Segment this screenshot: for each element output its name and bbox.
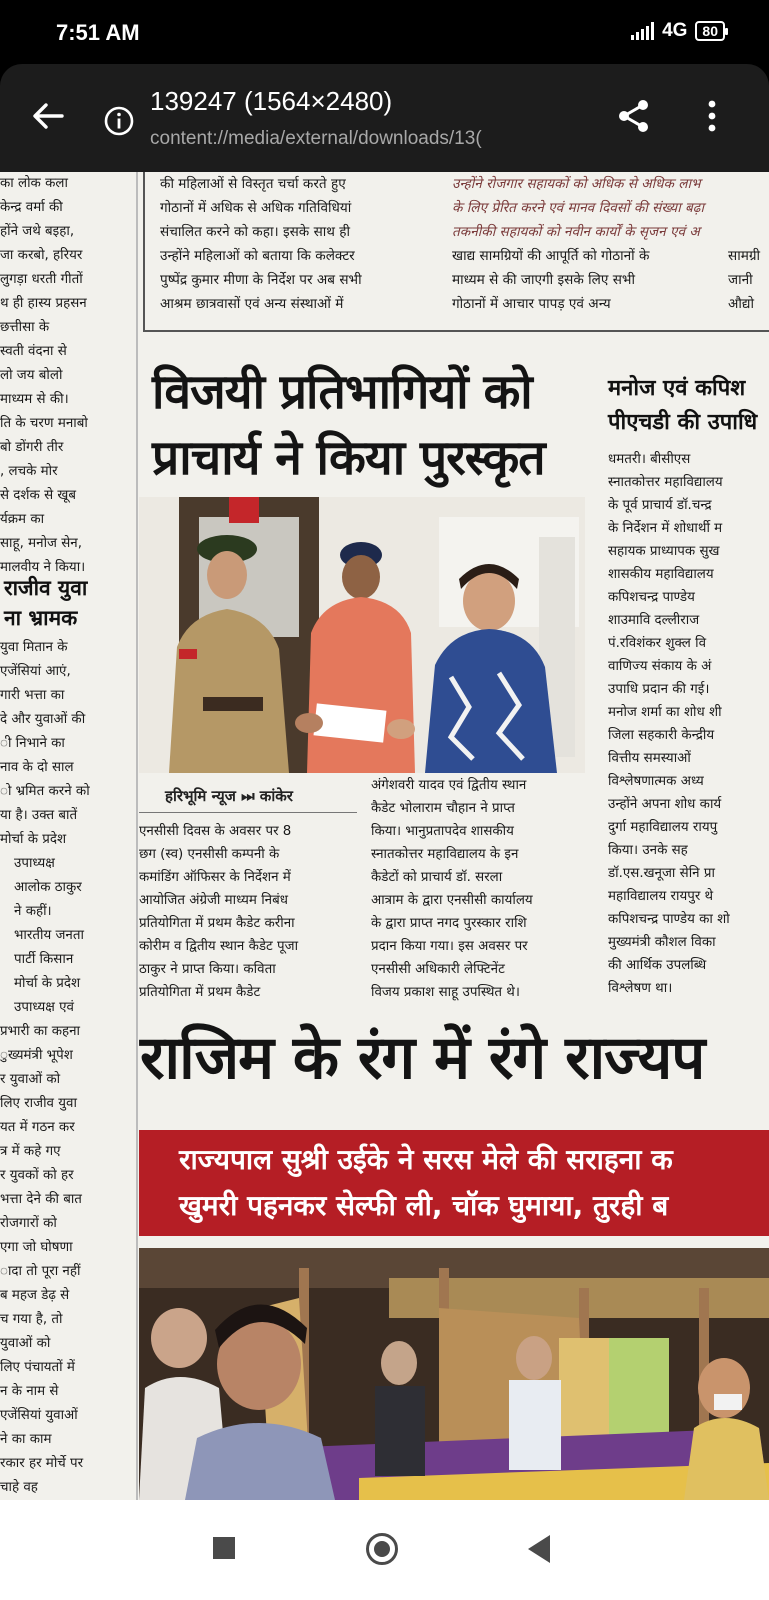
text-line: डॉ.एस.खनूजा सेनि प्रा bbox=[608, 866, 715, 881]
text-line: ो भ्रमित करने को bbox=[0, 784, 90, 799]
text-line: स्नातकोत्तर महाविद्यालय के इन bbox=[371, 847, 519, 862]
text-line: थ ही हास्य प्रहसन bbox=[0, 296, 87, 311]
home-icon[interactable] bbox=[366, 1533, 398, 1565]
top-article-col1 bbox=[160, 172, 438, 316]
text-line: आत्राम के द्वारा एनसीसी कार्यालय bbox=[371, 893, 533, 908]
text-line: कैडेटों को प्राचार्य डॉ. सरला bbox=[371, 870, 503, 885]
recents-icon[interactable] bbox=[213, 1537, 235, 1559]
text-line: कमांडिंग ऑफिसर के निर्देशन में bbox=[139, 870, 291, 885]
text-line: औद्यो bbox=[728, 296, 754, 312]
text-line: लुगड़ा धरती गीतों bbox=[0, 272, 83, 287]
text-line: से दर्शक से खूब bbox=[0, 488, 76, 503]
status-bar bbox=[0, 0, 769, 64]
text-line: र्यक्रम का bbox=[0, 512, 45, 527]
banner-line: राज्यपाल सुश्री उईके ने सरस मेले की सराहना क bbox=[179, 1143, 673, 1176]
text-line: कोरीम व द्वितीय स्थान कैडेट पूजा bbox=[139, 939, 299, 954]
text-line: साहू, मनोज सेन, bbox=[0, 536, 82, 551]
text-line: कपिशचन्द्र पाण्डेय bbox=[608, 590, 695, 605]
network-type: 4G bbox=[662, 20, 688, 41]
text-line: चाहे वह bbox=[0, 1480, 38, 1495]
article-headline-line: प्राचार्य ने किया पुरस्कृत bbox=[152, 430, 545, 486]
award-photo-illustration bbox=[139, 497, 585, 773]
top-article-col2 bbox=[452, 244, 710, 316]
text-line: युवा मितान के bbox=[0, 640, 68, 655]
text-line: होंने जथे बइहा, bbox=[0, 224, 75, 239]
text-line: वाणिज्य संकाय के अं bbox=[608, 659, 712, 674]
rajim-headline: राजिम के रंग में रंगे राज्यप bbox=[140, 1023, 705, 1093]
text-line: दुर्गा महाविद्यालय रायपु bbox=[608, 820, 718, 835]
text-line: विश्लेषण था। bbox=[608, 981, 673, 996]
text-line: के निर्देशन में शोधार्थी म bbox=[608, 521, 723, 536]
side-article-headline: पीएचडी की उपाधि bbox=[608, 410, 758, 435]
text-line: के पूर्व प्राचार्य डॉ.चन्द्र bbox=[608, 498, 712, 513]
text-line: स्नातकोत्तर महाविद्यालय bbox=[608, 475, 723, 490]
fair-photo-illustration bbox=[139, 1248, 769, 1500]
text-line: छत्तीसा के bbox=[0, 320, 50, 335]
story-column-1 bbox=[139, 820, 357, 1004]
text-line: महाविद्यालय रायपुर थे bbox=[608, 889, 714, 904]
text-line: के द्वारा प्राप्त नगद पुरस्कार राशि bbox=[371, 916, 527, 931]
text-line: उपाध्यक्ष एवं bbox=[14, 1000, 74, 1015]
text-line: सहायक प्राध्यापक सुख bbox=[608, 544, 720, 559]
image-path: content://media/external/downloads/13( bbox=[150, 128, 482, 149]
text-line: भारतीय जनता bbox=[14, 928, 84, 943]
image-viewer[interactable] bbox=[0, 172, 769, 1500]
text-line: का लोक कला bbox=[0, 176, 68, 191]
text-line: ब महज डेढ़ से bbox=[0, 1288, 70, 1303]
text-line: युवाओं को bbox=[0, 1336, 51, 1351]
text-line: मुख्यमंत्री कौशल विका bbox=[608, 935, 716, 950]
text-line: उन्होंने रोजगार सहायकों को अधिक से अधिक लाभ bbox=[452, 176, 701, 192]
text-line: गोठानों में आचार पापड़ एवं अन्य bbox=[452, 296, 611, 312]
text-line: की महिलाओं से विस्तृत चर्चा करते हुए bbox=[160, 176, 346, 192]
text-line: एजेंसियां आएं, bbox=[0, 664, 71, 679]
text-line: यत में गठन कर bbox=[0, 1120, 75, 1135]
text-line: मनोज शर्मा का शोध शी bbox=[608, 705, 722, 720]
text-line: केन्द्र वर्मा की bbox=[0, 200, 63, 215]
text-line: कपिशचन्द्र पाण्डेय का शो bbox=[608, 912, 730, 927]
text-line: की आर्थिक उपलब्धि bbox=[608, 958, 707, 973]
text-line: किया। भानुप्रतापदेव शासकीय bbox=[371, 824, 514, 839]
back-triangle-icon[interactable] bbox=[528, 1535, 550, 1563]
text-line: जा करबो, हरियर bbox=[0, 248, 83, 263]
red-subheadline-banner bbox=[139, 1130, 769, 1236]
text-line: माध्यम से की जाएगी इसके लिए सभी bbox=[452, 272, 635, 288]
more-options-icon[interactable] bbox=[700, 96, 724, 136]
text-line: एगा जो घोषणा bbox=[0, 1240, 73, 1255]
signal-icon bbox=[631, 22, 654, 40]
text-line: प्रतियोगिता में प्रथम कैडेट करीना bbox=[139, 916, 295, 931]
text-line: लो जय बोलो bbox=[0, 368, 63, 383]
text-line: उन्होंने महिलाओं को बताया कि कलेक्टर bbox=[160, 248, 355, 264]
text-line: उपाध्यक्ष bbox=[14, 856, 55, 871]
text-line: मोर्चा के प्रदेश bbox=[0, 832, 67, 847]
image-title: 139247 (1564×2480) bbox=[150, 86, 393, 116]
text-line: ी निभाने का bbox=[0, 736, 65, 751]
text-line: एनसीसी अधिकारी लेफ्टिनेंट bbox=[371, 962, 505, 977]
text-line: विजय प्रकाश साहू उपस्थित थे। bbox=[371, 985, 520, 1000]
article-headline-line: विजयी प्रतिभागियों को bbox=[152, 364, 532, 420]
text-line: जानी bbox=[728, 272, 753, 288]
text-line: नाव के दो साल bbox=[0, 760, 74, 775]
text-line: मालवीय ने किया। bbox=[0, 560, 86, 575]
fair-visit-photo bbox=[139, 1248, 769, 1500]
text-line: अंगेशवरी यादव एवं द्वितीय स्थान bbox=[371, 778, 527, 793]
text-line: न के नाम से bbox=[0, 1384, 59, 1399]
text-line: लिए पंचायतों में bbox=[0, 1360, 75, 1375]
text-line: उपाधि प्रदान की गई। bbox=[608, 682, 710, 697]
text-line: , लचके मोर bbox=[0, 464, 58, 479]
byline-divider bbox=[139, 812, 357, 813]
text-line: धमतरी। बीसीएस bbox=[608, 452, 691, 467]
status-time: 7:51 AM bbox=[56, 20, 140, 45]
share-icon[interactable] bbox=[614, 96, 654, 136]
text-line: ति के चरण मनाबो bbox=[0, 416, 88, 431]
top-article-col3 bbox=[728, 244, 769, 316]
text-line: आलोक ठाकुर bbox=[14, 880, 82, 895]
side-article-headline: मनोज एवं कपिश bbox=[608, 376, 746, 401]
text-line: जिला सहकारी केन्द्रीय bbox=[608, 728, 715, 743]
text-line: तकनीकी सहायकों को नवीन कार्यों के सृजन एवं अ bbox=[452, 224, 700, 240]
text-line: प्रदान किया गया। इस अवसर पर bbox=[371, 939, 528, 954]
text-line: र युवाओं को bbox=[0, 1072, 61, 1087]
text-line: ादा तो पूरा नहीं bbox=[0, 1264, 81, 1279]
text-line: एजेंसियां युवाओं bbox=[0, 1408, 78, 1423]
text-line: आयोजित अंग्रेजी माध्यम निबंध bbox=[139, 893, 288, 908]
text-line: लिए राजीव युवा bbox=[0, 1096, 77, 1111]
text-line: प्रभारी का कहना bbox=[0, 1024, 81, 1039]
text-line: वित्तीय समस्याओं bbox=[608, 751, 691, 766]
text-line: गारी भत्ता का bbox=[0, 688, 65, 703]
left-news-indent bbox=[14, 852, 136, 1020]
left-news-column-bottom bbox=[0, 1020, 136, 1500]
text-line: पार्टी किसान bbox=[14, 952, 74, 967]
text-line: छग (स्व) एनसीसी कम्पनी के bbox=[139, 847, 280, 862]
text-line: ुख्यमंत्री भूपेश bbox=[0, 1048, 73, 1063]
text-line: रोजगारों को bbox=[0, 1216, 57, 1231]
side-article-body bbox=[608, 448, 769, 1000]
text-line: र युवकों को हर bbox=[0, 1168, 74, 1183]
text-line: या है। उक्त बातें bbox=[0, 808, 78, 823]
viewer-toolbar bbox=[0, 64, 769, 172]
text-line: पं.रविशंकर शुक्ल वि bbox=[608, 636, 707, 651]
text-line: किया। उनके सह bbox=[608, 843, 688, 858]
text-line: ने कहीं। bbox=[14, 904, 52, 919]
text-line: स्वती वंदना से bbox=[0, 344, 67, 359]
back-arrow-icon[interactable] bbox=[26, 94, 70, 138]
text-line: सामग्री bbox=[728, 248, 761, 264]
top-article-col2-italic bbox=[452, 172, 769, 244]
text-line: बो डोंगरी तीर bbox=[0, 440, 64, 455]
status-icons bbox=[631, 20, 725, 42]
text-line: पुष्पेंद्र कुमार मीणा के निर्देश पर अब सभी bbox=[160, 272, 362, 288]
battery-icon: 80 bbox=[695, 21, 725, 41]
text-line: खाद्य सामग्रियों की आपूर्ति को गोठानों के bbox=[452, 248, 650, 264]
award-ceremony-photo bbox=[139, 497, 585, 773]
byline: हरिभूमि न्यूज ⏭ कांकेर bbox=[165, 787, 293, 805]
left-heading-line: ना भ्रामक bbox=[4, 606, 78, 630]
column-divider bbox=[136, 172, 138, 1500]
left-news-column-mid bbox=[0, 636, 136, 852]
text-line: मोर्चा के प्रदेश bbox=[14, 976, 81, 991]
text-line: शाउमावि दल्लीराज bbox=[608, 613, 700, 628]
text-line: रकार हर मोर्चे पर bbox=[0, 1456, 84, 1471]
text-line: च गया है, तो bbox=[0, 1312, 63, 1327]
text-line: प्रतियोगिता में प्रथम कैडेट bbox=[139, 985, 261, 1000]
info-icon[interactable] bbox=[104, 106, 134, 136]
text-line: शासकीय महाविद्यालय bbox=[608, 567, 714, 582]
text-line: उन्होंने अपना शोध कार्य bbox=[608, 797, 722, 812]
text-line: दे और युवाओं की bbox=[0, 712, 86, 727]
text-line: विश्लेषणात्मक अध्य bbox=[608, 774, 704, 789]
text-line: ठाकुर ने प्राप्त किया। कविता bbox=[139, 962, 276, 977]
text-line: एनसीसी दिवस के अवसर पर 8 bbox=[139, 824, 292, 839]
left-news-column bbox=[0, 172, 136, 580]
text-line: भत्ता देने की बात bbox=[0, 1192, 82, 1207]
story-column-2 bbox=[371, 774, 593, 1004]
left-heading-line: राजीव युवा bbox=[4, 576, 88, 600]
text-line: के लिए प्रेरित करने एवं मानव दिवसों की संख्या बढ़ा bbox=[452, 200, 704, 216]
text-line: ने का काम bbox=[0, 1432, 52, 1447]
text-line: त्र में कहे गए bbox=[0, 1144, 61, 1159]
text-line: आश्रम छात्रवासों एवं अन्य संस्थाओं में bbox=[160, 296, 344, 312]
text-line: माध्यम से की। bbox=[0, 392, 69, 407]
text-line: संचालित करने को कहा। इसके साथ ही bbox=[160, 224, 351, 240]
text-line: कैडेट भोलाराम चौहान ने प्राप्त bbox=[371, 801, 515, 816]
text-line: गोठानों में अधिक से अधिक गतिविधियां bbox=[160, 200, 352, 216]
banner-line: खुमरी पहनकर सेल्फी ली, चॉक घुमाया, तुरही ब bbox=[179, 1189, 669, 1222]
